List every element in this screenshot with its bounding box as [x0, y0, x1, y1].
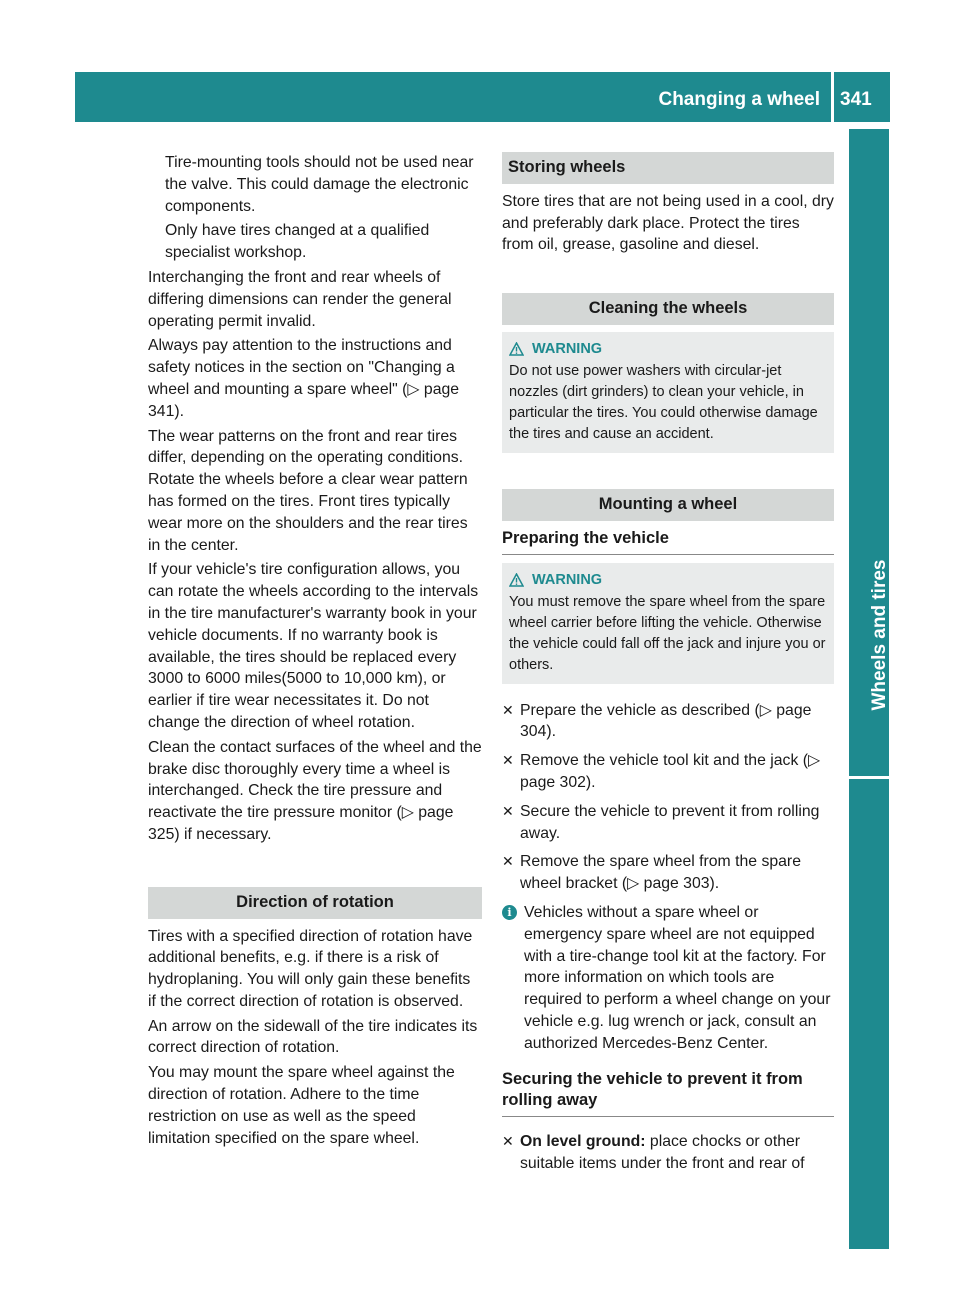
subheading-securing: Securing the vehicle to prevent it from rolling away [502, 1069, 834, 1118]
paragraph: Store tires that are not being used in a cool, dry and preferably dark place. Protect the tires from oil, grease, gasoline and diesel. [502, 192, 834, 254]
step-x-icon: ✕ [502, 701, 514, 718]
paragraph: An arrow on the sidewall of the tire indicates its correct direction of rotation. [148, 1017, 478, 1057]
page-number: 341 [840, 89, 872, 110]
right-column [502, 152, 834, 1182]
step-x-icon: ✕ [502, 853, 514, 870]
info-icon: i [502, 905, 517, 920]
step-item: ✕ On level ground: place chocks or other suitable items under the front and rear of [502, 1131, 834, 1175]
paragraph: If your vehicle's tire configuration allows, you can rotate the wheels according to the intervals in the tire manufacturer's warranty book in your vehicle documents. If no warranty book is available, the tires should be replaced every 3000 to 6000 miles(5000 to 10,000 km), or earlier if tire wear necessitates it. Do not change the direction of wheel rotation. [148, 561, 479, 731]
step-x-icon: ✕ [502, 802, 514, 819]
section-heading-direction: Direction of rotation [148, 887, 482, 919]
warning-label: WARNING [532, 571, 603, 588]
warning-box [502, 563, 834, 684]
paragraph: Only have tires changed at a qualified specialist workshop. [165, 222, 430, 262]
paragraph: Tires with a specified direction of rotation have additional benefits, e.g. if there is a risk of hydroplaning. You will only gain these benefits if the correct direction of rotation is observed. [148, 927, 473, 1010]
step-item: ✕ Remove the spare wheel from the spare wheel bracket (▷ page 303). [502, 851, 834, 895]
warning-text: Do not use power washers with circular-jet nozzles (dirt grinders) to clean your vehicle, in particular the tires. You could otherwise damage the tires and cause an accident. [509, 362, 818, 442]
side-tab-divider [849, 776, 889, 779]
paragraph: Clean the contact surfaces of the wheel and the brake disc thoroughly every time a wheel is interchanged. Check the tire pressure and reactivate the tire pressure monitor (▷ page 325) if necessary. [148, 738, 482, 843]
warning-icon [509, 342, 524, 356]
info-note: i Vehicles without a spare wheel or emergency spare wheel are not equipped with a tire-change tool kit at the factory. For more information on which tools are required to perform a wheel change on your vehicle e.g. lug wrench or jack, consult an authorized Mercedes-Benz Center. [502, 902, 834, 1055]
warning-text: You must remove the spare wheel from the spare wheel carrier before lifting the vehicle. Otherwise the vehicle could fall off the jack and injure you or others. [509, 593, 826, 673]
step-x-icon: ✕ [502, 1133, 514, 1150]
warning-icon [509, 573, 524, 587]
step-item: ✕ Secure the vehicle to prevent it from rolling away. [502, 801, 834, 845]
section-heading-mounting: Mounting a wheel [502, 489, 834, 521]
step-item: ✕ Prepare the vehicle as described (▷ page 304). [502, 700, 834, 744]
paragraph: Interchanging the front and rear wheels of differing dimensions can render the general operating permit invalid. [148, 268, 452, 330]
warning-box [502, 332, 834, 453]
paragraph: Tire-mounting tools should not be used near the valve. This could damage the electronic components. [165, 154, 474, 215]
paragraph: You may mount the spare wheel against the direction of rotation. Adhere to the time restriction on use as well as the speed limitation specified on the spare wheel. [148, 1064, 455, 1147]
side-tab-label: Wheels and tires [869, 559, 890, 711]
paragraph: The wear patterns on the front and rear tires differ, depending on the operating conditions. Rotate the wheels before a clear wear pattern has formed on the tires. Front tires typically wear more on the shoulders and the rear tires in the center. [148, 427, 468, 554]
step-x-icon: ✕ [502, 752, 514, 769]
step-item: ✕ Remove the vehicle tool kit and the jack (▷ page 302). [502, 750, 834, 794]
page-title: Changing a wheel [658, 89, 820, 110]
paragraph: Always pay attention to the instructions and safety notices in the section on "Changing a wheel and mounting a spare wheel" (▷ page 341). [148, 337, 460, 420]
left-column [148, 152, 482, 1152]
section-heading-storing: Storing wheels [502, 152, 834, 184]
section-heading-cleaning: Cleaning the wheels [502, 293, 834, 325]
header-divider [831, 72, 834, 122]
subheading-preparing: Preparing the vehicle [502, 528, 834, 555]
warning-label: WARNING [532, 340, 603, 357]
